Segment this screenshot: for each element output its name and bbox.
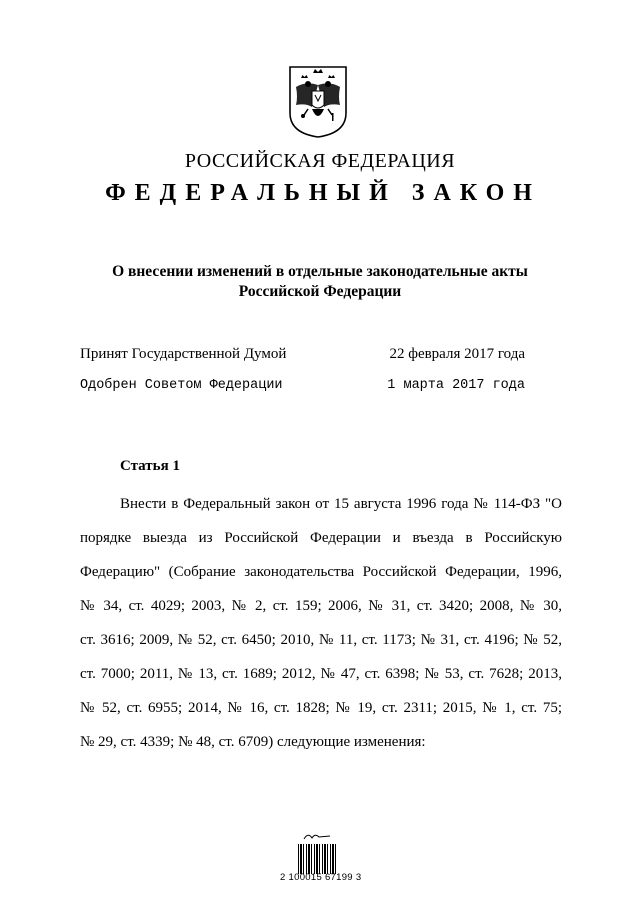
handwritten-mark — [302, 830, 332, 842]
barcode-number: 2 100015 67199 3 — [280, 872, 362, 883]
article-text-line: № 34, ст. 4029; 2003, № 2, ст. 159; 2006, № 31, ст. 3420; 2008, № 30, — [80, 598, 562, 614]
country-name: РОССИЙСКАЯ ФЕДЕРАЦИЯ — [184, 150, 456, 172]
adoption-date: 22 февраля 2017 года — [389, 346, 525, 362]
law-subject-line: О внесении изменений в отдельные законодательные акты — [112, 263, 528, 280]
article-text-line: Федерацию" (Собрание законодательства Российской Федерации, 1996, — [80, 564, 562, 580]
adoption-label: Одобрен Советом Федерации — [80, 378, 283, 393]
article-text-line: ст. 7000; 2011, № 13, ст. 1689; 2012, № 47, ст. 6398; № 53, ст. 7628; 2013, — [80, 666, 562, 682]
article-heading: Статья 1 — [120, 458, 180, 474]
article-text-line: № 52, ст. 6955; 2014, № 16, ст. 1828; № 19, ст. 2311; 2015, № 1, ст. 75; — [80, 700, 562, 716]
law-subject-line: Российской Федерации — [238, 283, 402, 300]
article-text-line: ст. 3616; 2009, № 52, ст. 6450; 2010, № 11, ст. 1173; № 31, ст. 4196; № 52, — [80, 632, 562, 648]
article-text-line: № 29, ст. 4339; № 48, ст. 6709) следующие изменения: — [80, 734, 426, 750]
law-type-title: ФЕДЕРАЛЬНЫЙ ЗАКОН — [105, 180, 541, 206]
adoption-date: 1 марта 2017 года — [387, 378, 525, 393]
barcode — [298, 844, 338, 874]
adoption-label: Принят Государственной Думой — [80, 346, 287, 362]
article-text-line: Внести в Федеральный закон от 15 августа 1996 года № 114-ФЗ "О — [120, 496, 562, 512]
law-subject — [80, 262, 560, 302]
coat-of-arms-emblem — [286, 63, 350, 139]
article-text-line: порядке выезда из Российской Федерации и въезда в Российскую — [80, 530, 562, 546]
